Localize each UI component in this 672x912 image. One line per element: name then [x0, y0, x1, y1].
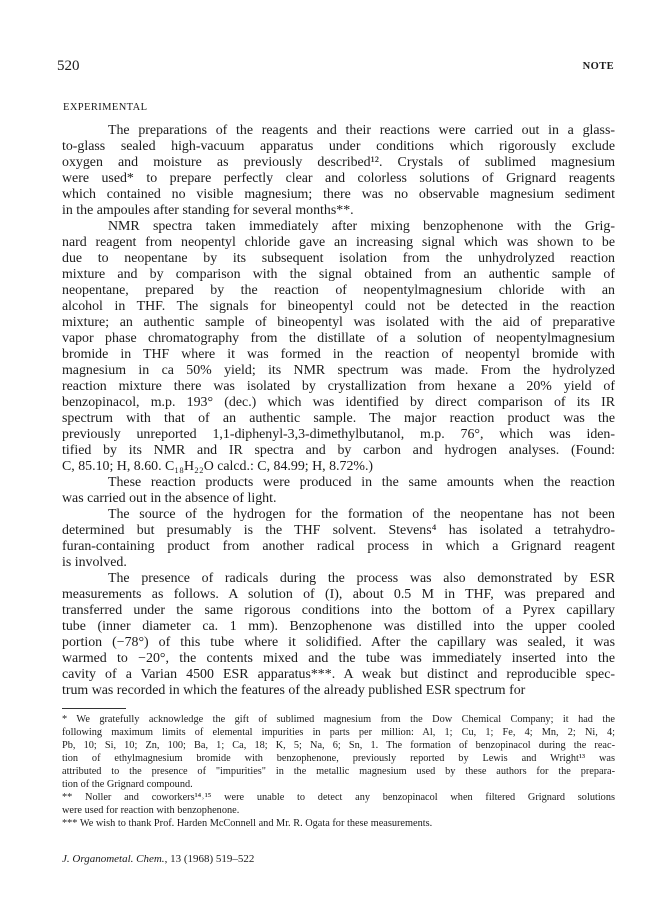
journal-reference [62, 853, 254, 865]
body-line: determined but presumably is the THF solvent. Stevens⁴ has isolated a tetrahydro- [62, 523, 615, 538]
body-line: furan-containing product from another radical process in which a Grignard reagent [62, 539, 615, 554]
body-line: bromide in THF where it was formed in the reaction of neopentyl bromide with [62, 347, 615, 362]
body-line: warmed to −20°, the contents mixed and the tube was immediately inserted into the [62, 651, 615, 666]
footnote-line: tion of the Grignard compound. [62, 779, 193, 790]
body-line: neopentane, prepared by the reaction of neopentylmagnesium chloride with an [62, 283, 615, 298]
body-line: which contained no visible magnesium; there was no observable magnesium sediment [62, 187, 615, 202]
body-line: cavity of a Varian 4500 ESR apparatus***. A weak but distinct and reproducible spec- [62, 667, 615, 682]
body-line: tube (inner diameter ca. 1 mm). Benzophenone was distilled into the upper cooled [62, 619, 615, 634]
body-line: The preparations of the reagents and their reactions were carried out in a glass- [108, 123, 615, 138]
footnotes [62, 713, 615, 830]
body-line: benzopinacol, m.p. 193° (dec.) which was identified by direct comparison of its IR [62, 395, 615, 410]
body-line: vapor phase chromatography from the distillate of a solution of neopentylmagnesium [62, 331, 615, 346]
body-line: were used* to prepare perfectly clear and colorless solutions of Grignard reagents [62, 171, 615, 186]
body-line: in the ampoules after standing for several months**. [62, 203, 354, 218]
running-head: NOTE [582, 61, 614, 72]
footnote-line: following maximum limits of elemental impurities in parts per million: Al, 1; Cu, 1; Fe, 4; Mn, 2; Ni, 4; [62, 727, 615, 738]
body-line: tified by its NMR and IR spectra and by carbon and hydrogen analyses. (Found: [62, 443, 615, 458]
body-line: oxygen and moisture as previously described¹². Crystals of sublimed magnesium [62, 155, 615, 170]
footnote-line: were used for reaction with benzophenone. [62, 805, 240, 816]
body-line: measurements as follows. A solution of (I), about 0.5 M in THF, was prepared and [62, 587, 615, 602]
body-line: trum was recorded in which the features of the already published ESR spectrum for [62, 683, 526, 698]
body-line: previously unreported 1,1-diphenyl-3,3-dimethylbutanol, m.p. 76°, which was iden- [62, 427, 615, 442]
journal-name: J. Organometal. Chem. [62, 853, 165, 865]
footnote-line: Pb, 10; Si, 10; Zn, 100; Ba, 1; Ca, 18; K, 5; Na, 6; Sn, 1. The formation of benzopinacol during the reac- [62, 740, 615, 751]
body-line: magnesium in ca 50% yield; its NMR spectrum was made. From the hydrolyzed [62, 363, 615, 378]
body-line: NMR spectra taken immediately after mixing benzophenone with the Grig- [108, 219, 615, 234]
body-line: spectrum with that of an authentic sample. The major reaction product was the [62, 411, 615, 426]
body-line: These reaction products were produced in the same amounts when the reaction [108, 475, 615, 490]
body-line: The source of the hydrogen for the formation of the neopentane has not been [108, 507, 615, 522]
body-line: due to neopentane by its subsequent isolation from the unhydrolyzed reaction [62, 251, 615, 266]
body-line: alcohol in THF. The signals for bineopentyl could not be detected in the reaction [62, 299, 615, 314]
body-line: mixture; an authentic sample of bineopentyl was isolated with the aid of preparative [62, 315, 615, 330]
body-line: The presence of radicals during the process was also demonstrated by ESR [108, 571, 615, 586]
body-line: portion (−78°) of this tube where it solidified. After the capillary was sealed, it was [62, 635, 615, 650]
section-title: EXPERIMENTAL [63, 102, 148, 113]
footnote-line: attributed to the presence of "impurities" in the metallic magnesium used by these authors for the prepara- [62, 766, 615, 777]
body-line: transferred under the same rigorous conditions into the bottom of a Pyrex capillary [62, 603, 615, 618]
body-line: mixture and by comparison with the signal obtained from an authentic sample of [62, 267, 615, 282]
body-line: reaction mixture there was isolated by crystallization from hexane a 20% yield of [62, 379, 615, 394]
body-line: was carried out in the absence of light. [62, 491, 277, 506]
body-line: is involved. [62, 555, 127, 570]
footnote-line: ** Noller and coworkers¹⁴˒¹⁵ were unable to detect any benzopinacol when filtered Grignard solutions [62, 792, 615, 803]
footnote-line: tion of ethylmagnesium bromide with benzophenone, previously reported by Lewis and Wright¹³ was [62, 753, 615, 764]
footnote-line: *** We wish to thank Prof. Harden McConnell and Mr. R. Ogata for these measurements. [62, 818, 433, 829]
page-number: 520 [57, 58, 80, 74]
body-line: nard reagent from neopentyl chloride gave an increasing signal which was shown to be [62, 235, 615, 250]
body-text [62, 123, 615, 699]
footnote-rule [62, 708, 126, 709]
footnote-line: * We gratefully acknowledge the gift of sublimed magnesium from the Dow Chemical Company; it had the [62, 714, 615, 725]
journal-citation: , 13 (1968) 519–522 [164, 853, 255, 865]
body-line: to-glass sealed high-vacuum apparatus under conditions which rigorously exclude [62, 139, 615, 154]
body-line: C, 85.10; H, 8.60. C₁₈H₂₂O calcd.: C, 84.99; H, 8.72%.) [62, 459, 374, 474]
